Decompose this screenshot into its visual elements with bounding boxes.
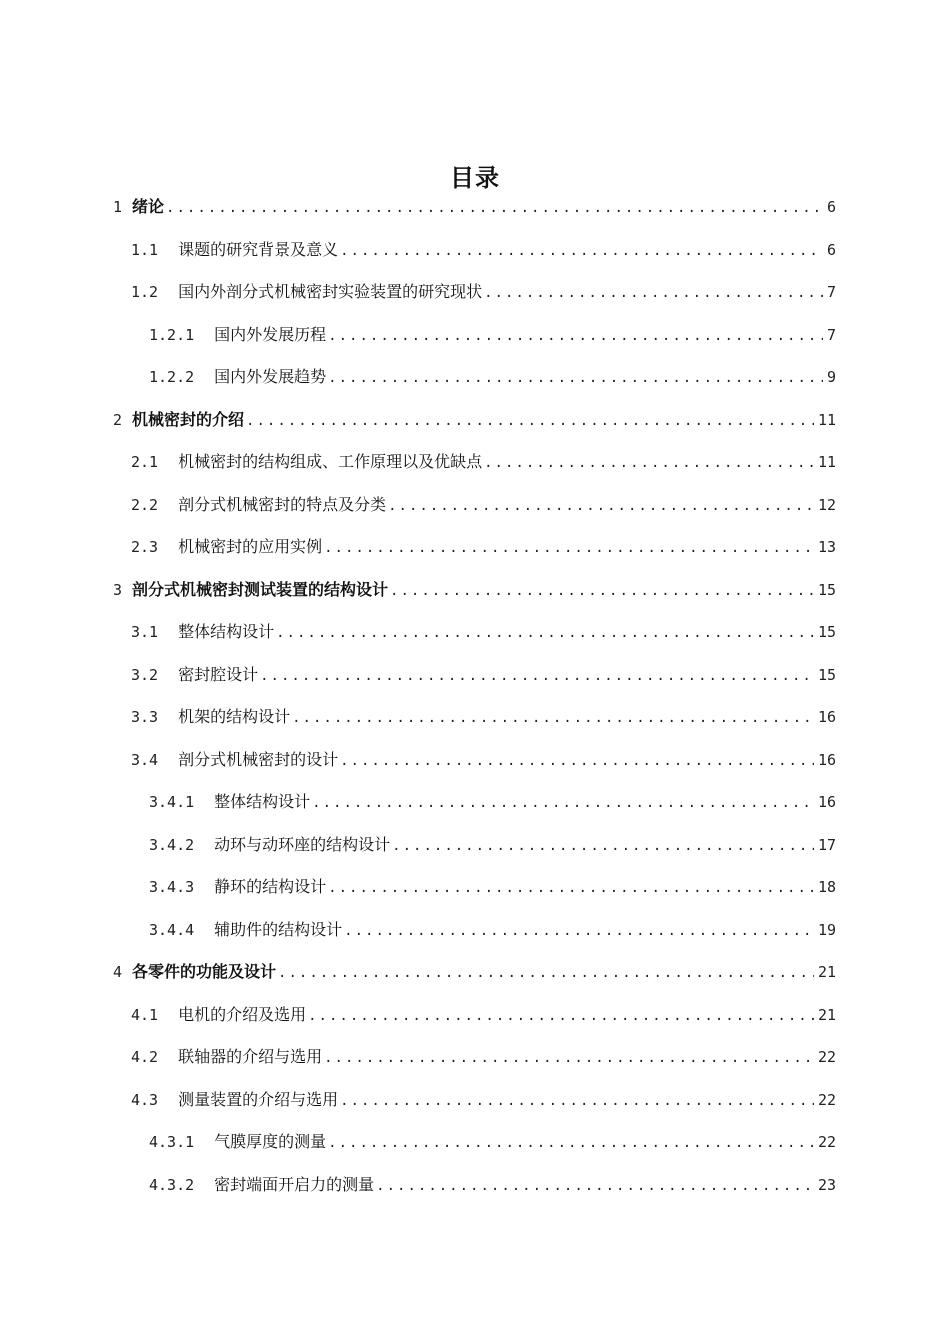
toc-number: 1 (113, 198, 123, 217)
toc-number: 3.3 (131, 708, 159, 727)
toc-entry[interactable] (0, 611, 950, 654)
toc-number: 3.4.1 (149, 793, 195, 812)
toc-number: 2.3 (131, 538, 159, 557)
dot-leader (328, 368, 823, 388)
toc-page-number: 21 (817, 1005, 836, 1024)
toc-title: 电机的介绍及选用 (178, 1004, 307, 1024)
toc-page-number: 11 (817, 453, 836, 472)
toc-page-number: 16 (817, 793, 836, 812)
toc-title: 气膜厚度的测量 (214, 1132, 327, 1152)
toc-title: 剖分式机械密封的设计 (178, 749, 339, 769)
toc-entry[interactable] (0, 696, 950, 739)
toc-entry[interactable] (0, 441, 950, 484)
toc-title: 整体结构设计 (214, 792, 311, 812)
toc-page-number: 19 (817, 920, 836, 939)
toc-page-number: 15 (817, 665, 836, 684)
dot-leader (308, 1006, 814, 1026)
dot-leader (390, 581, 814, 601)
dot-leader (276, 623, 814, 643)
toc-entry[interactable] (0, 1164, 950, 1207)
table-of-contents (0, 186, 950, 1206)
dot-leader (484, 283, 823, 303)
dot-leader (340, 751, 814, 771)
toc-title: 机架的结构设计 (178, 707, 291, 727)
toc-number: 3 (113, 580, 123, 599)
toc-number: 4.3.2 (149, 1175, 195, 1194)
dot-leader (328, 878, 814, 898)
toc-number: 2.2 (131, 495, 159, 514)
toc-entry[interactable] (0, 1121, 950, 1164)
toc-title: 剖分式机械密封测试装置的结构设计 (132, 579, 389, 599)
dot-leader (484, 453, 814, 473)
dot-leader (340, 1091, 814, 1111)
dot-leader (376, 1176, 814, 1196)
toc-entry[interactable] (0, 1079, 950, 1122)
toc-number: 3.4 (131, 750, 159, 769)
dot-leader (392, 836, 814, 856)
toc-page-number: 22 (817, 1133, 836, 1152)
toc-number: 3.2 (131, 665, 159, 684)
toc-title: 剖分式机械密封的特点及分类 (178, 494, 387, 514)
toc-title: 密封端面开启力的测量 (214, 1174, 375, 1194)
dot-leader (328, 1133, 814, 1153)
toc-number: 3.4.2 (149, 835, 195, 854)
dot-leader (324, 1048, 814, 1068)
toc-page-number: 7 (826, 325, 836, 344)
toc-title: 机械密封的应用实例 (178, 537, 323, 557)
toc-entry[interactable] (0, 994, 950, 1037)
toc-page-number: 21 (817, 963, 836, 982)
dot-leader (324, 538, 814, 558)
toc-page-number: 18 (817, 878, 836, 897)
toc-title: 密封腔设计 (178, 664, 259, 684)
toc-number: 3.1 (131, 623, 159, 642)
dot-leader (340, 241, 823, 261)
toc-title: 机械密封的结构组成、工作原理以及优缺点 (178, 452, 483, 472)
toc-page-number: 15 (817, 580, 836, 599)
toc-title: 课题的研究背景及意义 (178, 239, 339, 259)
dot-leader (312, 793, 814, 813)
dot-leader (246, 411, 814, 431)
toc-entry[interactable] (0, 356, 950, 399)
toc-entry[interactable] (0, 271, 950, 314)
toc-page-number: 11 (817, 410, 836, 429)
toc-number: 1.2.2 (149, 368, 195, 387)
toc-number: 1.2 (131, 283, 159, 302)
dot-leader (166, 198, 823, 218)
toc-number: 2.1 (131, 453, 159, 472)
toc-page-number: 13 (817, 538, 836, 557)
toc-entry[interactable] (0, 229, 950, 272)
page-title: 目录 (450, 164, 500, 193)
toc-number: 2 (113, 410, 123, 429)
toc-page-number: 16 (817, 708, 836, 727)
toc-page-number: 6 (826, 240, 836, 259)
toc-title: 测量装置的介绍与选用 (178, 1089, 339, 1109)
toc-page-number: 22 (817, 1090, 836, 1109)
dot-leader (278, 963, 814, 983)
toc-page-number: 22 (817, 1048, 836, 1067)
toc-entry[interactable] (0, 654, 950, 697)
toc-number: 1.2.1 (149, 325, 195, 344)
toc-page-number: 9 (826, 368, 836, 387)
toc-number: 4.3 (131, 1090, 159, 1109)
toc-page-number: 23 (817, 1175, 836, 1194)
toc-page-number: 7 (826, 283, 836, 302)
toc-entry[interactable] (0, 866, 950, 909)
toc-entry[interactable] (0, 399, 950, 442)
toc-number: 3.4.3 (149, 878, 195, 897)
toc-title: 整体结构设计 (178, 622, 275, 642)
dot-leader (344, 921, 814, 941)
toc-title: 绪论 (132, 197, 165, 217)
toc-title: 机械密封的介绍 (132, 409, 245, 429)
toc-number: 4.1 (131, 1005, 159, 1024)
dot-leader (260, 666, 814, 686)
toc-page-number: 17 (817, 835, 836, 854)
toc-entry[interactable] (0, 484, 950, 527)
toc-page-number: 12 (817, 495, 836, 514)
toc-number: 3.4.4 (149, 920, 195, 939)
toc-page-number: 6 (826, 198, 836, 217)
toc-entry[interactable] (0, 526, 950, 569)
toc-entry[interactable] (0, 314, 950, 357)
toc-page-number: 16 (817, 750, 836, 769)
toc-title: 国内外剖分式机械密封实验装置的研究现状 (178, 282, 483, 302)
toc-title: 国内外发展趋势 (214, 367, 327, 387)
toc-entry[interactable] (0, 739, 950, 782)
toc-title: 联轴器的介绍与选用 (178, 1047, 323, 1067)
toc-title: 国内外发展历程 (214, 324, 327, 344)
toc-entry[interactable] (0, 1036, 950, 1079)
toc-title: 各零件的功能及设计 (132, 962, 277, 982)
toc-entry[interactable] (0, 781, 950, 824)
toc-title: 静环的结构设计 (214, 877, 327, 897)
toc-title: 动环与动环座的结构设计 (214, 834, 391, 854)
toc-entry[interactable] (0, 186, 950, 229)
toc-entry[interactable] (0, 569, 950, 612)
toc-entry[interactable] (0, 951, 950, 994)
dot-leader (388, 496, 814, 516)
dot-leader (328, 326, 823, 346)
dot-leader (292, 708, 814, 728)
toc-page-number: 15 (817, 623, 836, 642)
toc-entry[interactable] (0, 824, 950, 867)
toc-number: 1.1 (131, 240, 159, 259)
toc-title: 辅助件的结构设计 (214, 919, 343, 939)
toc-number: 4.2 (131, 1048, 159, 1067)
toc-entry[interactable] (0, 909, 950, 952)
toc-number: 4.3.1 (149, 1133, 195, 1152)
toc-number: 4 (113, 963, 123, 982)
